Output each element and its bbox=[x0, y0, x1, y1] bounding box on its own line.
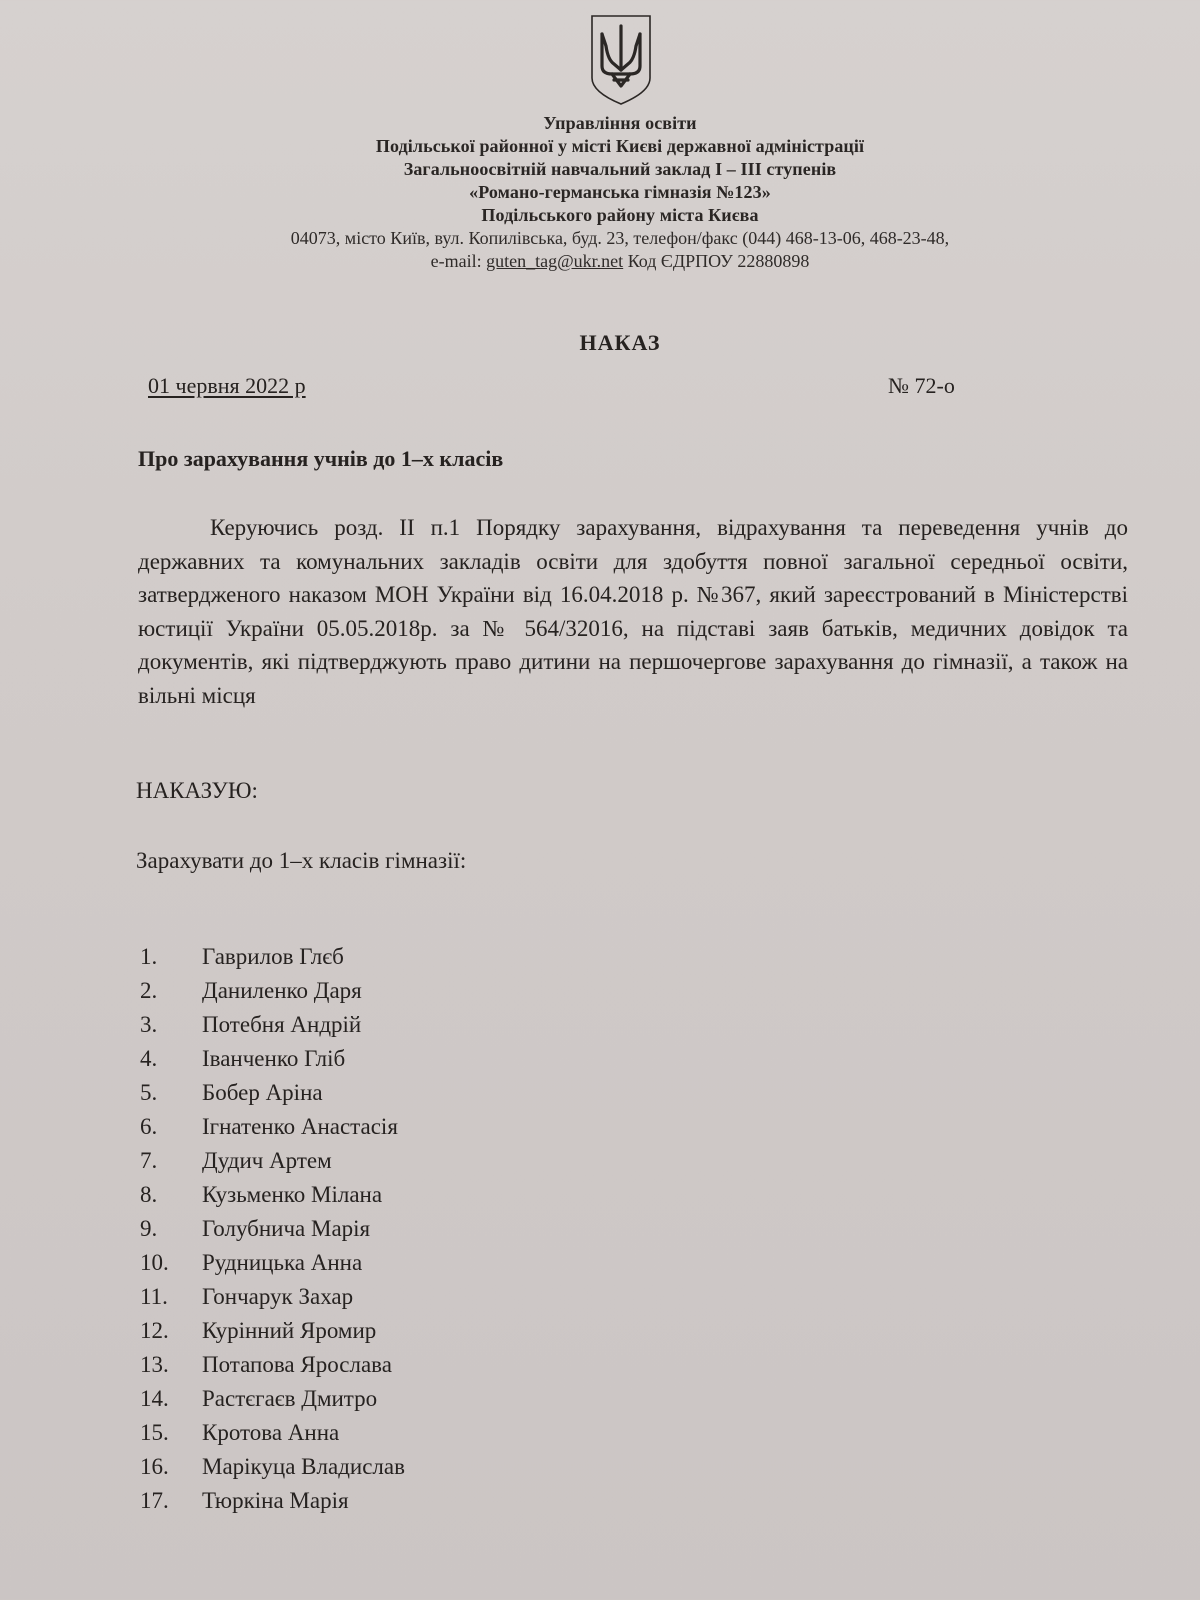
student-list-item bbox=[140, 1008, 405, 1042]
student-name: Бобер Аріна bbox=[202, 1080, 323, 1105]
student-list-item bbox=[140, 940, 405, 974]
trident-coat-of-arms-icon bbox=[588, 12, 654, 108]
header-contacts bbox=[0, 250, 1200, 273]
institution-header bbox=[0, 112, 1200, 273]
student-number: 8. bbox=[140, 1182, 158, 1207]
student-number: 9. bbox=[140, 1216, 158, 1241]
student-name: Рудницька Анна bbox=[202, 1250, 363, 1275]
student-name: Іванченко Гліб bbox=[202, 1046, 346, 1071]
student-list-item bbox=[140, 1076, 405, 1110]
student-list-item bbox=[140, 1110, 405, 1144]
decree-word: НАКАЗУЮ: bbox=[136, 778, 258, 803]
student-list-item bbox=[140, 1246, 405, 1280]
student-list-item bbox=[140, 1178, 405, 1212]
student-number: 2. bbox=[140, 978, 158, 1003]
header-address: 04073, місто Київ, вул. Копилівська, буд. 23, телефон/факс (044) 468-13-06, 468-23-48, bbox=[290, 228, 950, 248]
student-name: Растєгаєв Дмитро bbox=[202, 1386, 378, 1411]
email-link[interactable]: guten_tag@ukr.net bbox=[486, 251, 624, 271]
order-title: НАКАЗ bbox=[579, 330, 661, 355]
student-list-item bbox=[140, 1348, 405, 1382]
student-name: Голубнича Марія bbox=[202, 1216, 371, 1241]
student-number: 3. bbox=[140, 1012, 158, 1037]
student-number: 14. bbox=[140, 1386, 169, 1411]
header-line-school-name: «Романо-германська гімназія №123» bbox=[469, 182, 771, 202]
student-number: 16. bbox=[140, 1454, 169, 1479]
student-list-item bbox=[140, 1280, 405, 1314]
student-list-item bbox=[140, 1212, 405, 1246]
header-line-administration: Подільської районної у місті Києві державної адміністрації bbox=[375, 136, 865, 156]
student-number: 6. bbox=[140, 1114, 158, 1139]
student-list-item bbox=[140, 1042, 405, 1076]
student-list-item bbox=[140, 1416, 405, 1450]
student-list-item bbox=[140, 1144, 405, 1178]
student-name: Гаврилов Глєб bbox=[202, 944, 344, 969]
student-list-item bbox=[140, 1314, 405, 1348]
student-name: Курінний Яромир bbox=[202, 1318, 377, 1343]
student-list-item bbox=[140, 974, 405, 1008]
student-number: 4. bbox=[140, 1046, 158, 1071]
student-name: Гончарук Захар bbox=[202, 1284, 354, 1309]
student-name: Тюркіна Марія bbox=[202, 1488, 349, 1513]
student-number: 12. bbox=[140, 1318, 169, 1343]
student-number: 10. bbox=[140, 1250, 169, 1275]
student-name: Кузьменко Мілана bbox=[202, 1182, 383, 1207]
header-line-school-type: Загальноосвітній навчальний заклад І – ІІІ ступенів bbox=[403, 159, 837, 179]
student-name: Потапова Ярослава bbox=[202, 1352, 392, 1377]
student-name: Марікуца Владислав bbox=[202, 1454, 405, 1479]
order-preamble: Керуючись розд. ІІ п.1 Порядку зарахування, відрахування та переведення учнів до державних та комунальних закладів освіти для здобуття повної загальної середньої освіти, затвердженого наказом МОН України від 16.04.2018 р. №367, який зареєстрований в Міністерстві юстиції України 05.05.2018р. за № 564/32016, на підставі заяв батьків, медичних довідок та документів, які підтверджують право дитини на першочергове зарахування до гімназії, а також на вільні місця bbox=[138, 515, 1128, 708]
student-list-item bbox=[140, 1382, 405, 1416]
header-line-department: Управління освіти bbox=[543, 113, 697, 133]
student-number: 11. bbox=[140, 1284, 168, 1309]
order-subject: Про зарахування учнів до 1–х класів bbox=[138, 446, 504, 471]
student-number: 17. bbox=[140, 1488, 169, 1513]
email-prefix: e-mail: bbox=[430, 251, 487, 271]
student-name: Потебня Андрій bbox=[202, 1012, 362, 1037]
order-number: № 72-о bbox=[888, 373, 955, 398]
student-name: Дудич Артем bbox=[202, 1148, 332, 1173]
student-name: Ігнатенко Анастасія bbox=[202, 1114, 398, 1139]
student-list-item bbox=[140, 1484, 405, 1518]
enroll-statement: Зарахувати до 1–х класів гімназії: bbox=[136, 848, 467, 873]
student-number: 1. bbox=[140, 944, 158, 969]
students-list bbox=[140, 940, 405, 1518]
student-number: 7. bbox=[140, 1148, 158, 1173]
student-number: 13. bbox=[140, 1352, 169, 1377]
student-list-item bbox=[140, 1450, 405, 1484]
header-line-district: Подільського району міста Києва bbox=[481, 205, 759, 225]
student-name: Даниленко Даря bbox=[202, 978, 362, 1003]
edrpou-code: Код ЄДРПОУ 22880898 bbox=[623, 251, 810, 271]
student-name: Кротова Анна bbox=[202, 1420, 340, 1445]
student-number: 15. bbox=[140, 1420, 169, 1445]
order-date: 01 червня 2022 р bbox=[148, 373, 306, 398]
student-number: 5. bbox=[140, 1080, 158, 1105]
